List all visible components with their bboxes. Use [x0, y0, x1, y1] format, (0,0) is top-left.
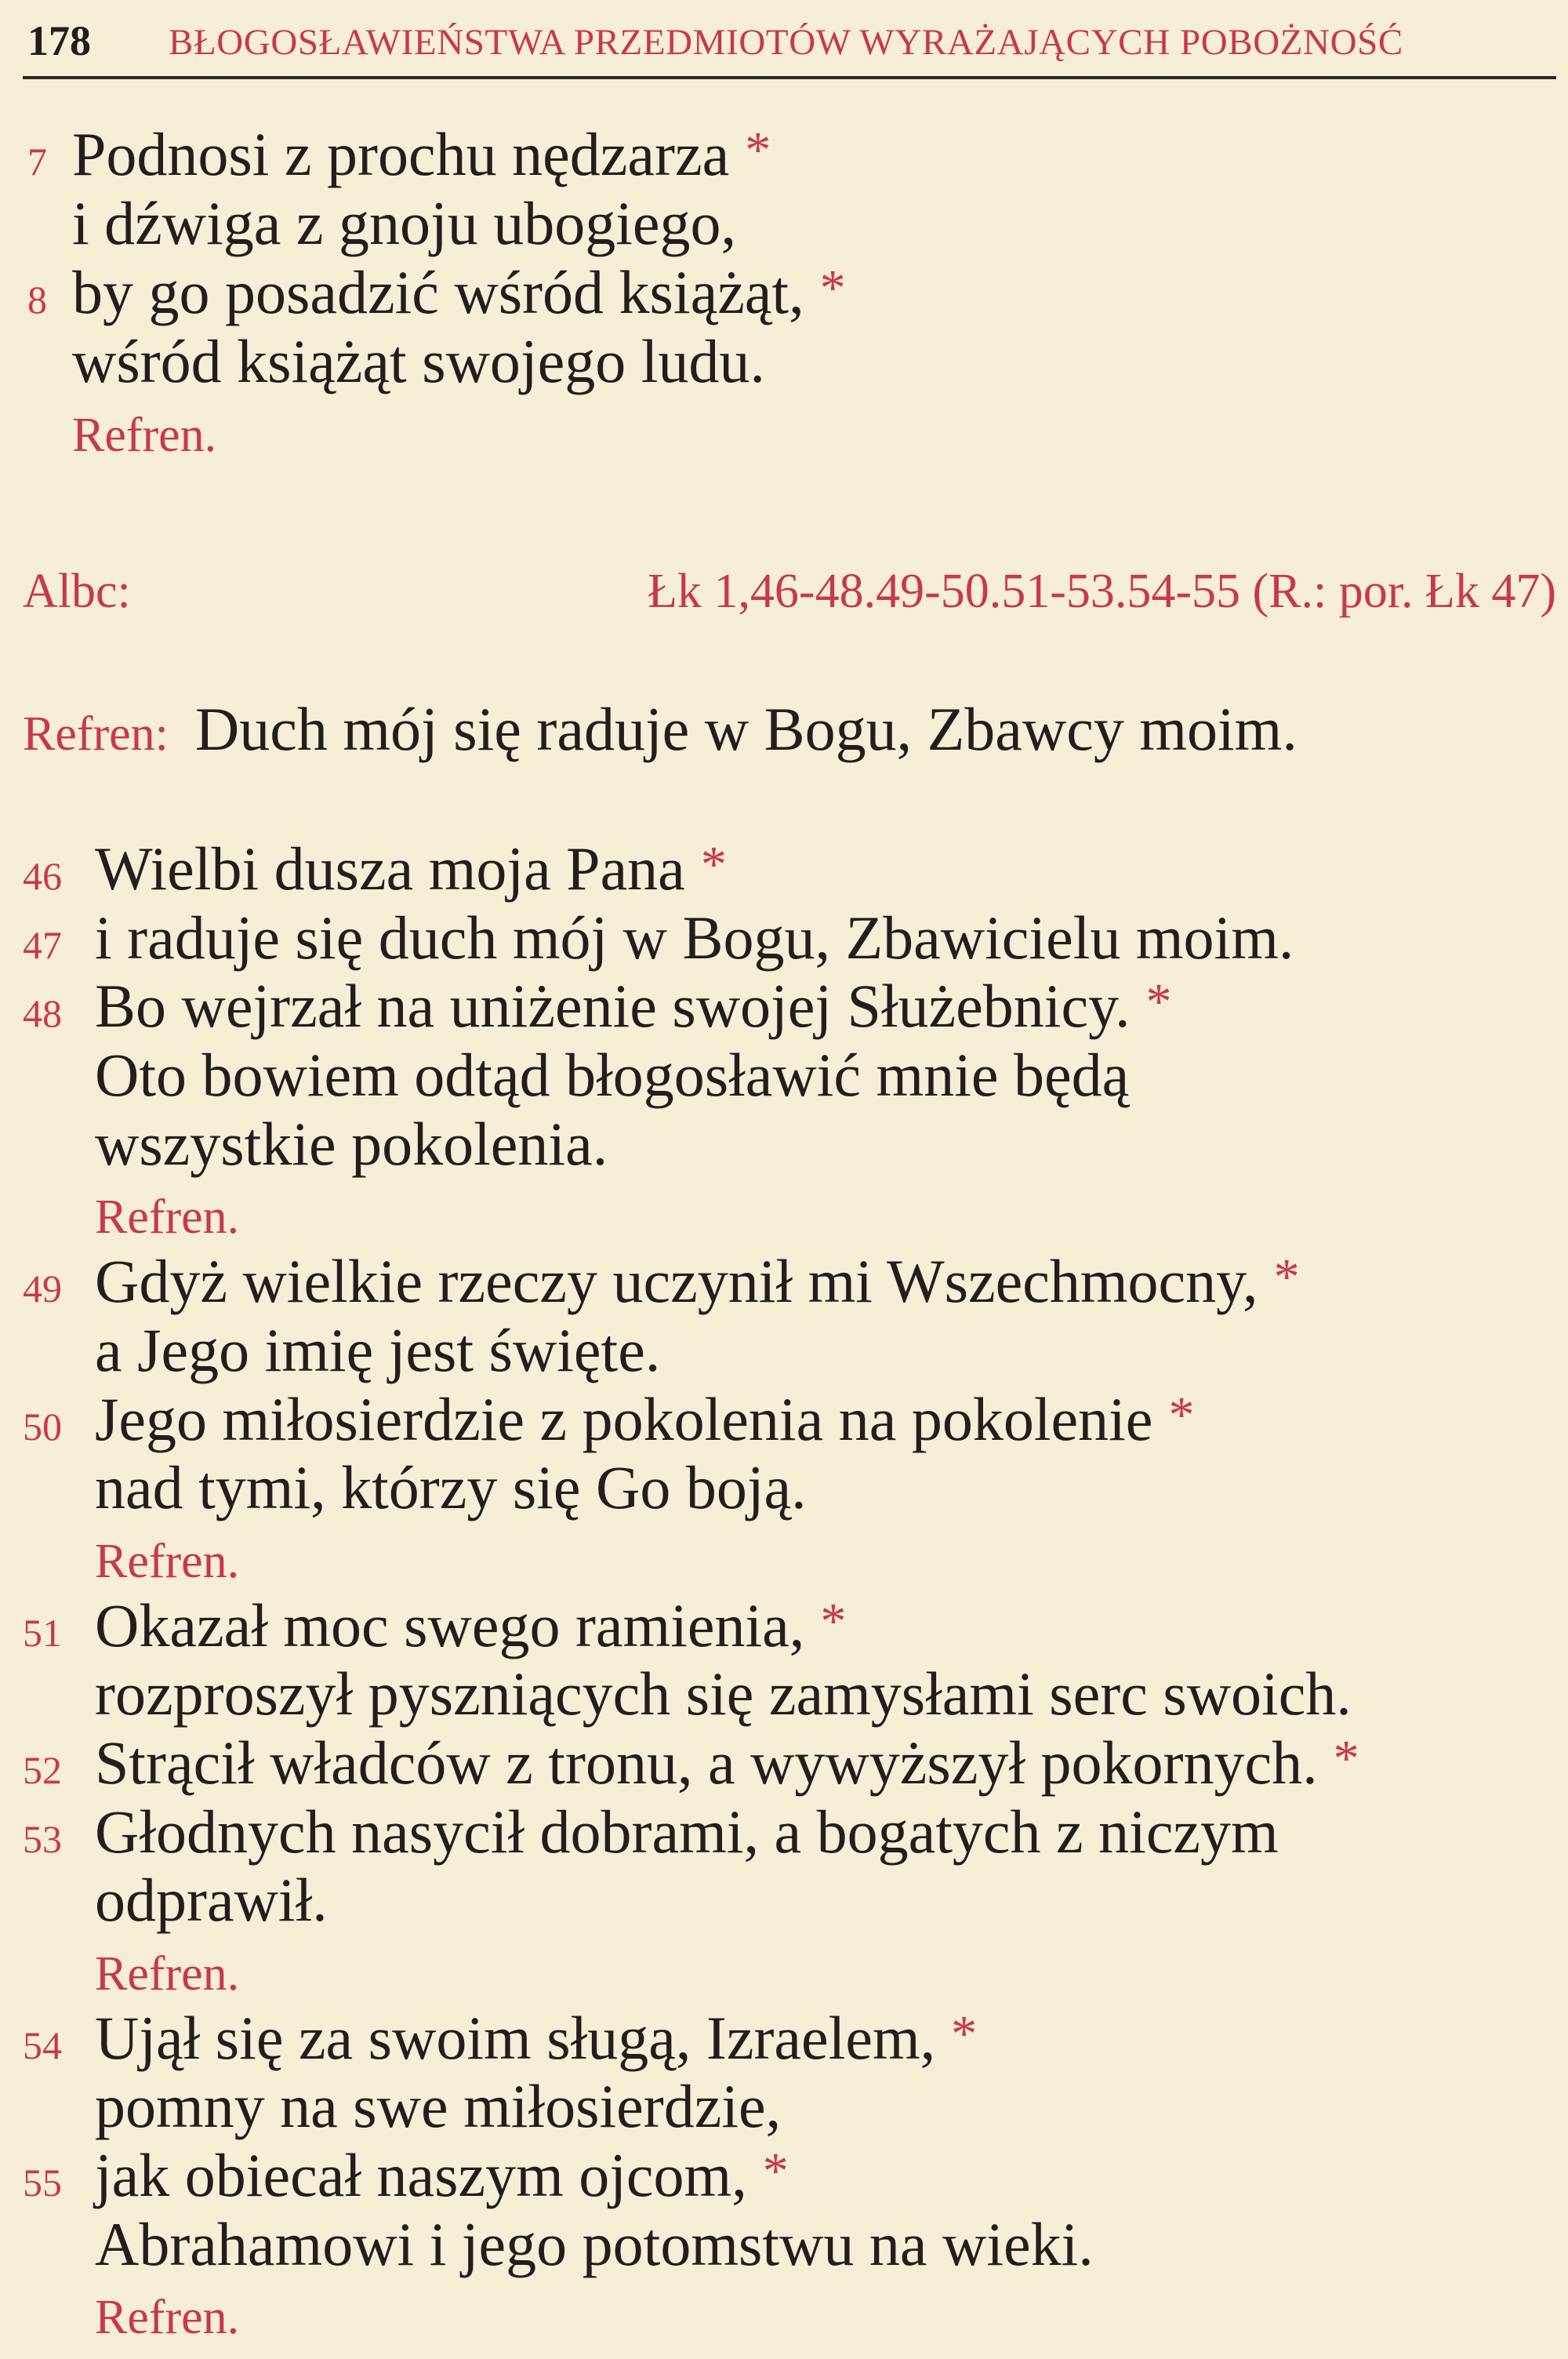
verse-number: 54 [23, 2023, 62, 2067]
verse-line [0, 189, 1568, 258]
scripture-reference: Łk 1,46-48.49-50.51-53.54-55 (R.: por. Łk 47) [648, 565, 1556, 618]
psalm-verses [0, 120, 1568, 465]
mediant-asterisk: * [1333, 1729, 1359, 1787]
mediant-asterisk: * [820, 1592, 847, 1650]
mediant-asterisk: * [951, 2005, 978, 2063]
refrain-cue: Refren. [95, 1947, 240, 2001]
verse-text: i dźwiga z gnoju ubogiego, [72, 189, 736, 257]
refrain-cue: Refren. [95, 1190, 240, 1245]
refrain-cue-line [0, 1935, 1568, 2004]
verse-text: Bo wejrzał na uniżenie swojej Służebnicy. [95, 972, 1131, 1041]
refrain-label: Refren: [23, 707, 169, 761]
mediant-asterisk: * [1145, 973, 1172, 1031]
verse-text: nad tymi, którzy się Go boją. [95, 1453, 807, 1522]
verse-text: jak obiecał naszym ojcom, [95, 2141, 747, 2210]
running-head [23, 0, 1556, 79]
refrain-cue: Refren. [72, 409, 217, 462]
verse-line [0, 1797, 1568, 1866]
verse-line [0, 1041, 1568, 1110]
verse-line [0, 1866, 1568, 1935]
verse-number: 48 [23, 991, 62, 1036]
refrain-cue-line [0, 1522, 1568, 1591]
verse-line [0, 1591, 1568, 1660]
refrain-cue: Refren. [95, 1534, 240, 1588]
verse-text: Strącił władców z tronu, a wywyższył pokornych. [95, 1728, 1318, 1797]
verse-text: Ujął się za swoim sługą, Izraelem, [95, 2003, 936, 2072]
refrain-text: Duch mój się raduje w Bogu, Zbawcy moim. [194, 695, 1298, 763]
verse-number: 51 [23, 1610, 62, 1655]
verse-line [0, 1728, 1568, 1797]
verse-text: by go posadzić wśród książąt, [72, 258, 804, 326]
verse-number: 53 [23, 1816, 62, 1861]
verse-line [0, 972, 1568, 1041]
verse-number: 47 [23, 922, 62, 967]
mediant-asterisk: * [819, 260, 846, 317]
verse-line [0, 903, 1568, 972]
verse-number: 7 [27, 140, 47, 184]
alternative-canticle-line [0, 557, 1568, 626]
mediant-asterisk: * [1273, 1249, 1300, 1307]
verse-text: Abrahamowi i jego potomstwu na wieki. [95, 2209, 1094, 2278]
refrain-cue: Refren. [95, 2291, 240, 2345]
verse-text: Podnosi z prochu nędzarza [72, 120, 730, 188]
verse-text: i raduje się duch mój w Bogu, Zbawicielu moim. [95, 903, 1294, 972]
verse-text: odprawił. [95, 1866, 328, 1935]
verse-line [0, 834, 1568, 903]
verse-number: 52 [23, 1747, 62, 1792]
verse-text: wśród książąt swojego ludu. [72, 327, 765, 395]
verse-line [0, 2004, 1568, 2073]
verse-line [0, 1453, 1568, 1522]
verse-line [0, 1659, 1568, 1728]
verse-text: rozproszył pyszniących się zamysłami serc swoich. [95, 1659, 1352, 1728]
verse-line [0, 1316, 1568, 1385]
verse-number: 55 [23, 2161, 62, 2205]
verse-text: Jego miłosierdzie z pokolenia na pokolenie [95, 1384, 1153, 1453]
mediant-asterisk: * [762, 2143, 789, 2201]
verse-line [0, 1385, 1568, 1454]
verse-line [0, 258, 1568, 327]
verse-text: Wielbi dusza moja Pana [95, 834, 685, 903]
verse-number: 50 [23, 1404, 62, 1448]
verse-number: 49 [23, 1267, 62, 1311]
mediant-asterisk: * [745, 122, 771, 179]
verse-line [0, 120, 1568, 189]
refrain-cue-line [0, 2278, 1568, 2347]
alternative-label: Albc: [23, 565, 131, 618]
verse-text: wszystkie pokolenia. [95, 1109, 608, 1178]
refrain-cue-line [0, 396, 1568, 465]
verse-text: Głodnych nasycił dobrami, a bogatych z niczym [95, 1797, 1279, 1866]
verse-text: Okazał moc swego ramienia, [95, 1590, 805, 1659]
mediant-asterisk: * [1168, 1386, 1195, 1444]
canticle-verses [0, 834, 1568, 2347]
mediant-asterisk: * [700, 836, 727, 893]
verse-text: Oto bowiem odtąd błogosławić mnie będą [95, 1041, 1130, 1110]
verse-number: 46 [23, 854, 62, 898]
verse-number: 8 [27, 278, 47, 322]
verse-text: pomny na swe miłosierdzie, [95, 2072, 782, 2141]
verse-text: Gdyż wielkie rzeczy uczynił mi Wszechmocny, [95, 1247, 1258, 1316]
verse-line [0, 2141, 1568, 2210]
page-number: 178 [27, 17, 91, 64]
verse-line [0, 2072, 1568, 2141]
verse-line [0, 1247, 1568, 1316]
refrain-line [0, 695, 1568, 764]
verse-line [0, 327, 1568, 396]
verse-line [0, 1110, 1568, 1179]
running-title: BŁOGOSŁAWIEŃSTWA PRZEDMIOTÓW WYRAŻAJĄCYCH POBOŻNOŚĆ [169, 22, 1403, 63]
verse-line [0, 2210, 1568, 2279]
refrain-cue-line [0, 1178, 1568, 1247]
verse-text: a Jego imię jest święte. [95, 1315, 661, 1384]
